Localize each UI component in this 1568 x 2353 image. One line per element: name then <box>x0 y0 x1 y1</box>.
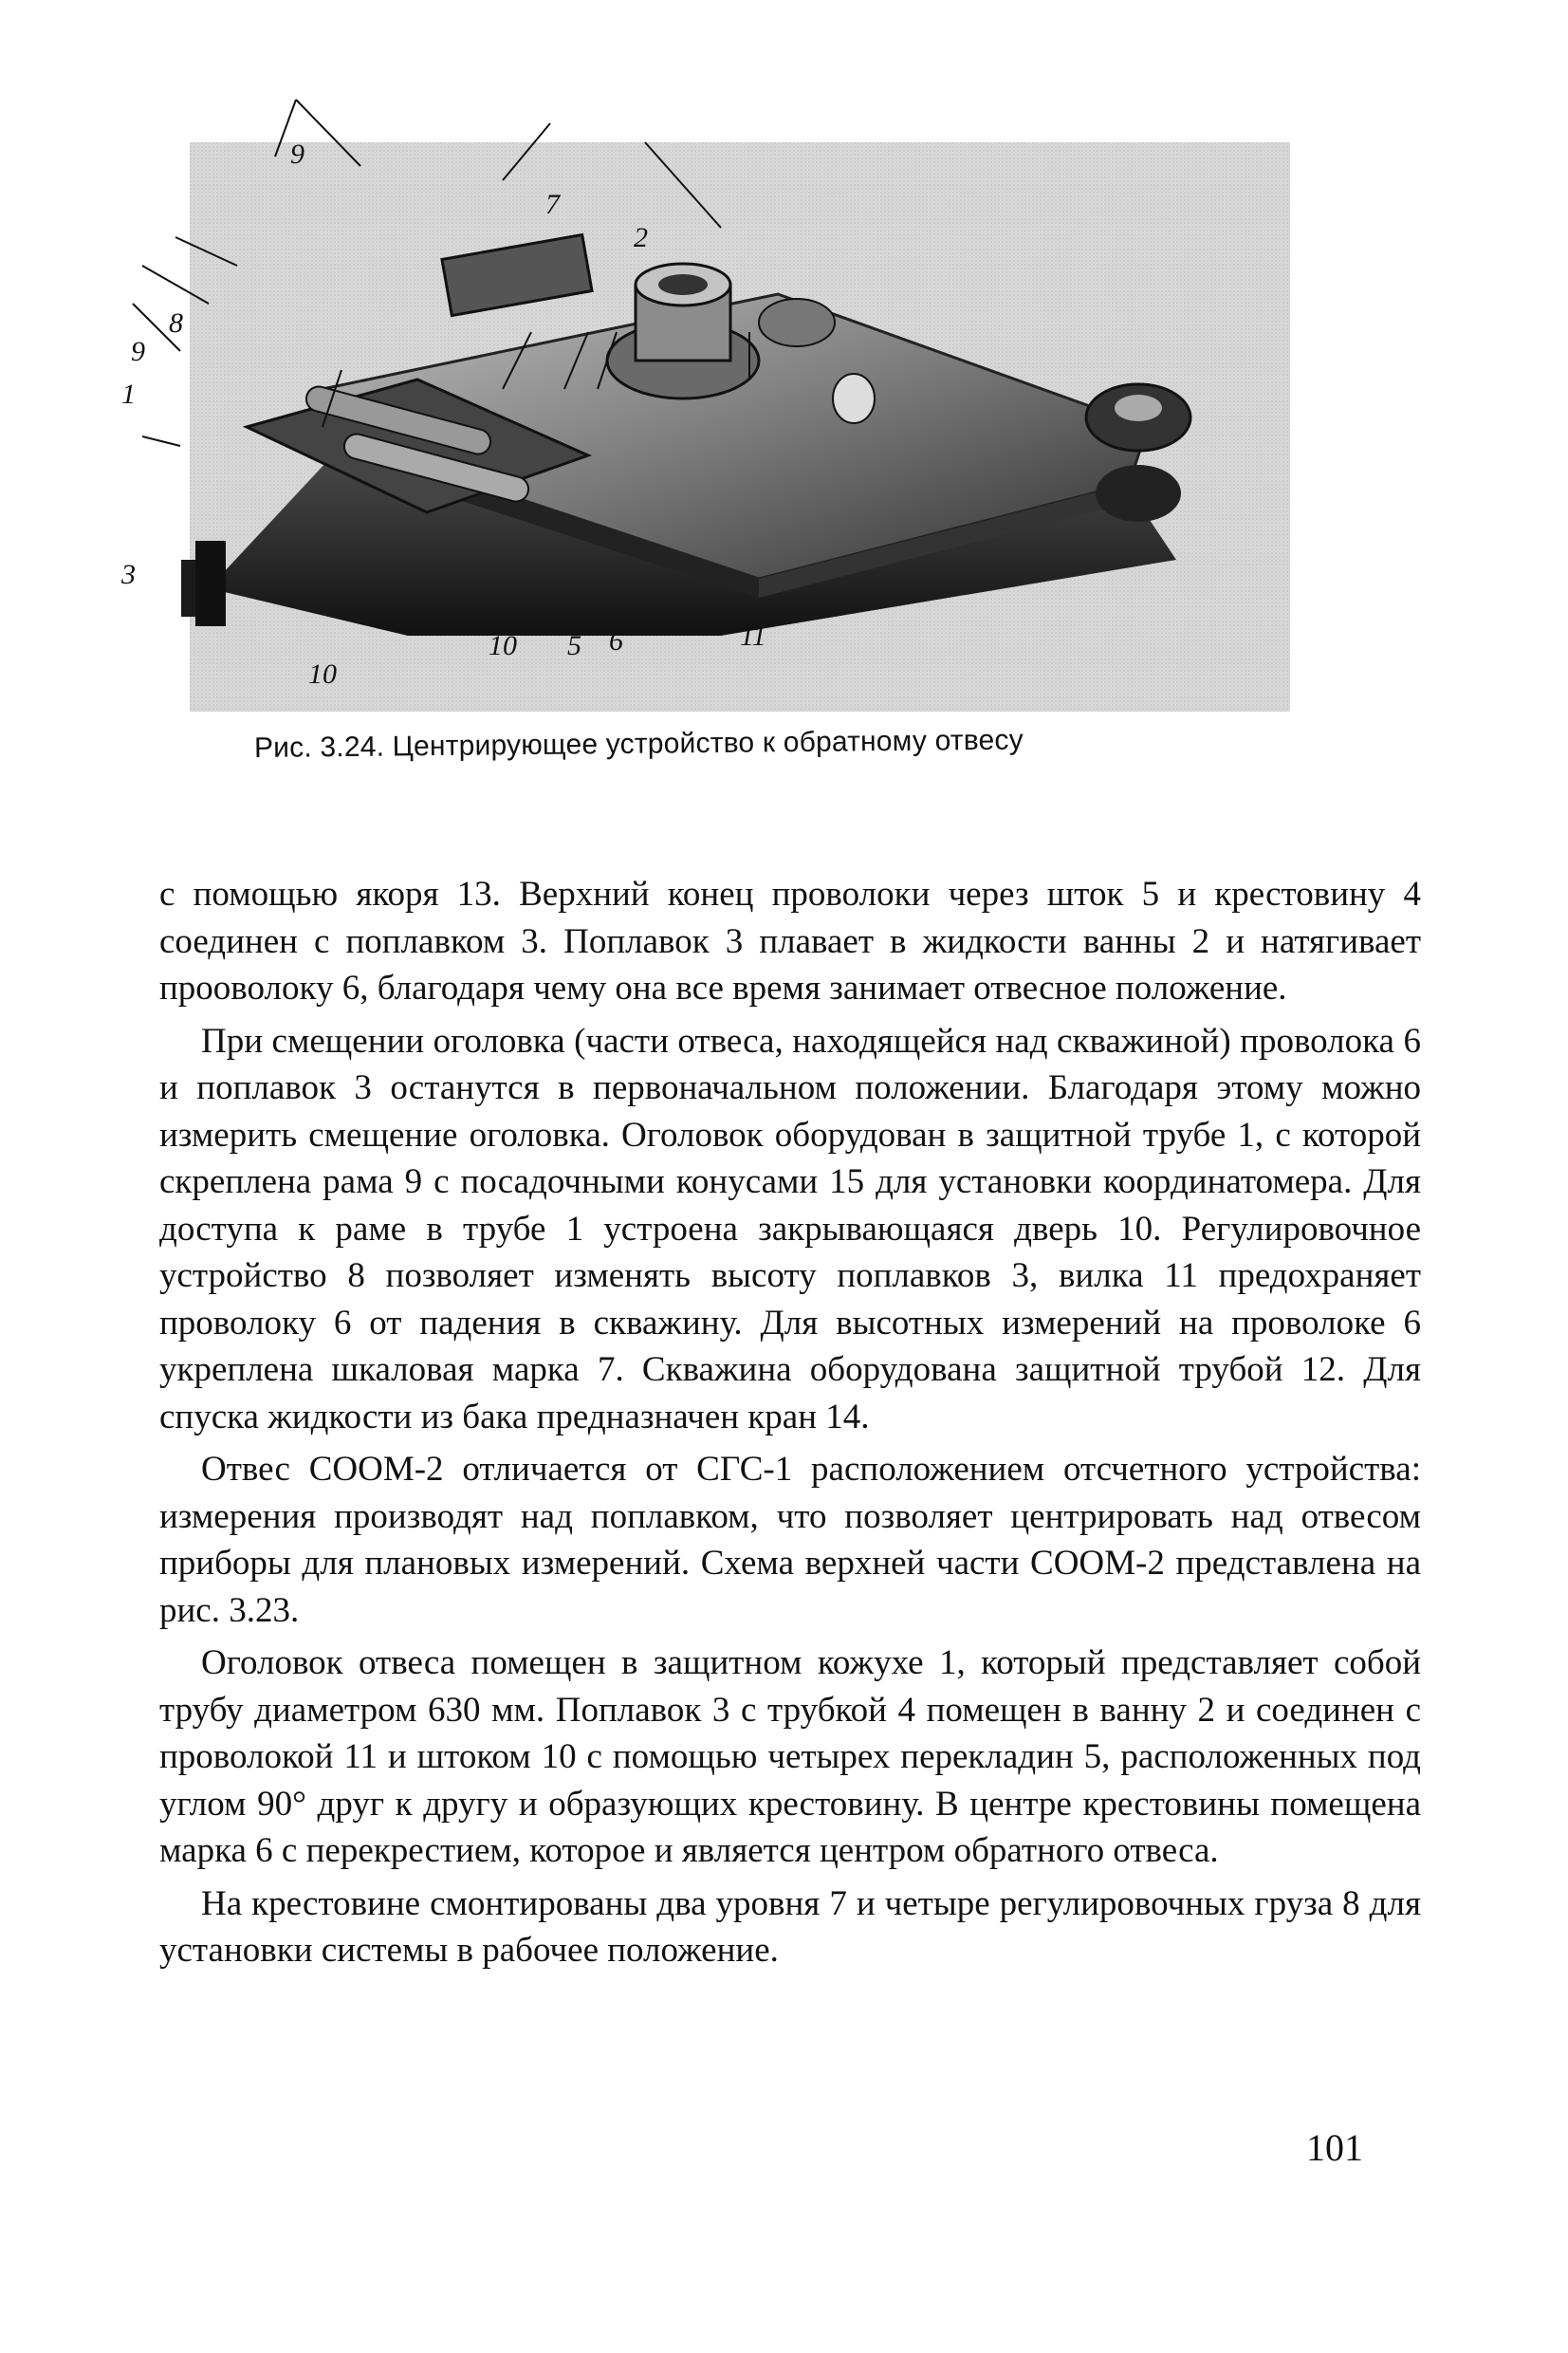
figure-label: 6 <box>609 625 623 657</box>
figure-label: 5 <box>567 630 581 661</box>
figure-label: 3 <box>121 559 136 590</box>
figure-label: 2 <box>634 222 648 253</box>
level-vial <box>833 374 875 423</box>
figure-label: 8 <box>169 307 183 339</box>
figure-label: 10 <box>308 658 337 690</box>
figure-label: 9 <box>290 139 304 170</box>
figure-centering-device <box>121 139 1290 712</box>
figure-label: 7 <box>545 189 560 220</box>
paragraph: Оголовок отвеса помещен в защитном кожухе 1, который представляет собой трубу диаметром 630 мм. Поплавок 3 с трубкой 4 помещен в ванну 2 и соединен с проволокой 11 и штоком 10 с помощью четырех перекладин 5, расположенных под углом 90° друг к другу и образующих крестовину. В центре крестовины помещена марка 6 с перекрестием, которое и является центром обратного отвеса. <box>159 1643 1421 1870</box>
figure-label: 9 <box>131 336 145 367</box>
bushing-hole <box>658 274 708 295</box>
paragraph: Отвес СООМ-2 отличается от СГС-1 расположением отсчетного устройства: измерения производят над поплавком, что позволяет центрировать над отвесом приборы для плановых измерений. Схема верхней части СООМ-2 представлена на рис. 3.23. <box>159 1450 1421 1630</box>
paragraph: На крестовине смонтированы два уровня 7 и четыре регулировочных груза 8 для установки системы в рабочее положение. <box>159 1883 1421 1970</box>
page-number: 101 <box>1306 2126 1363 2169</box>
paragraph: При смещении оголовка (части отвеса, находящейся над скважиной) проволока 6 и поплавок 3 останутся в первоначальном положении. Благодаря этому можно измерить смещение оголовка. Оголовок оборудован в защитной трубе 1, с которой скреплена рама 9 с посадочными конусами 15 для установки координатомера. Для доступа к раме в трубе 1 устроена закрывающаяся дверь 10. Регулировочное устройство 8 позволяет изменять высоту поплавков 3, вилка 11 предохраняет проволоку 6 от падения в скважину. Для высотных измерений на проволоке 6 укреплена шкаловая марка 7. Скважина оборудована защитной трубой 12. Для спуска жидкости из бака предназначен кран 14. <box>159 1021 1421 1436</box>
body-text <box>159 871 1421 1980</box>
fork-base <box>1096 465 1181 522</box>
figure-label: 10 <box>489 630 517 661</box>
post-leg <box>195 541 226 626</box>
paragraph: с помощью якоря 13. Верхний конец проволоки через шток 5 и крестовину 4 соединен с поплавком 3. Поплавок 3 плавает в жидкости ванны 2 и натягивает прооволоку 6, благодаря чему она все время занимает отвесное положение. <box>159 875 1421 1008</box>
device-photo <box>121 139 1290 712</box>
fork-roller-top <box>1115 395 1162 421</box>
figure-label: 11 <box>740 621 766 652</box>
figure-label: 1 <box>121 379 136 410</box>
figure-caption: Рис. 3.24. Центрирующее устройство к обратному отвесу <box>253 724 1024 764</box>
right-knob <box>759 299 835 346</box>
